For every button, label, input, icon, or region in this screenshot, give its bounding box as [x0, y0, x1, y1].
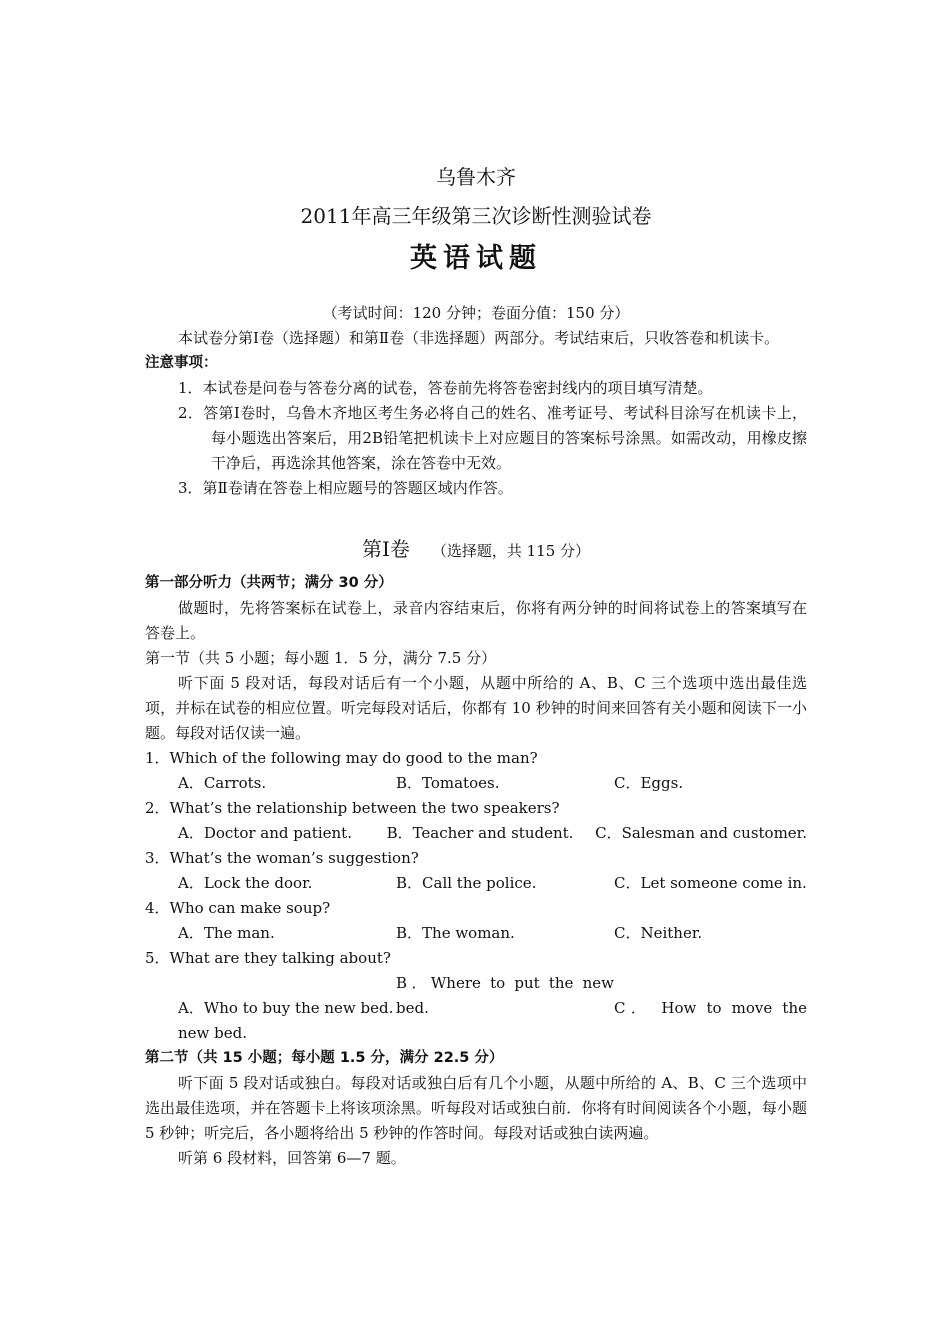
question-5: 5．What are they talking about? — [145, 949, 391, 967]
option-a: A．Who to buy the new bed. — [178, 999, 394, 1017]
question-4: 4．Who can make soup? — [145, 899, 331, 917]
exam-title: 2011年高三年级第三次诊断性测验试卷 — [300, 204, 652, 228]
notice-title: 注意事项： — [145, 355, 218, 371]
option-c: C． How to move the new bed. — [178, 999, 807, 1042]
exam-info: （考试时间：120 分钟；卷面分值：150 分） — [322, 304, 630, 322]
intro-paragraph: 本试卷分第Ⅰ卷（选择题）和第Ⅱ卷（非选择题）两部分。考试结束后，只收答卷和机读卡。 — [178, 329, 780, 347]
subject-title: 英语试题 — [410, 243, 542, 274]
section1-instructions: 听下面 5 段对话，每段对话后有一个小题，从题中所给的 A、B、C 三个选项中选出最佳选项，并标在试卷的相应位置。听完每段对话后，你都有 10 秒钟的时间来回答有关小题和阅读下一小题。每段对话仅读一遍。 — [145, 674, 807, 742]
option-b: B．The woman. — [396, 924, 515, 942]
question-5-options — [145, 971, 807, 1046]
option-c: C．Salesman and customer. — [595, 824, 807, 842]
option-b: B．Where to put the new bed. — [396, 974, 614, 1017]
city-title: 乌鲁木齐 — [436, 165, 516, 189]
option-a: A．Lock the door. — [178, 874, 313, 892]
option-a: A．Doctor and patient. — [178, 824, 352, 842]
notice-item-1: 1．本试卷是问卷与答卷分离的试卷，答卷前先将答卷密封线内的项目填写清楚。 — [178, 379, 713, 397]
option-a: A．The man. — [178, 924, 275, 942]
option-b: B．Call the police. — [396, 874, 537, 892]
question-3: 3．What’s the woman’s suggestion? — [145, 849, 419, 867]
exam-page — [145, 160, 807, 1171]
option-c: C．Eggs. — [614, 774, 684, 792]
section2-instructions: 听下面 5 段对话或独白。每段对话或独白后有几个小题，从题中所给的 A、B、C 三个选项中选出最佳选项，并在答题卡上将该项涂黑。听每段对话或独白前．你将有时间阅读各个小题，每小题 5 秒钟；听完后，各小题将给出 5 秒钟的作答时间。每段对话或独白读两遍。 — [145, 1074, 807, 1142]
option-c: C．Neither. — [614, 924, 703, 942]
notice-item-2: 2．答第Ⅰ卷时，乌鲁木齐地区考生务必将自己的姓名、准考证号、考试科目涂写在机读卡上，每小题选出答案后，用2B铅笔把机读卡上对应题目的答案标号涂黑。如需改动，用橡皮擦干净后，再选涂其他答案，涂在答卷中无效。 — [178, 404, 807, 472]
option-b: B．Tomatoes. — [396, 774, 500, 792]
option-a: A．Carrots. — [178, 774, 267, 792]
section2-material: 听第 6 段材料，回答第 6—7 题。 — [178, 1149, 406, 1167]
question-2-options — [145, 821, 807, 846]
option-b: B．Teacher and student. — [386, 824, 574, 842]
question-3-options — [145, 871, 807, 896]
volume-heading — [145, 531, 807, 569]
volume-subtitle: （选择题，共 115 分） — [431, 542, 591, 560]
part1-title: 第一部分听力（共两节；满分 30 分） — [145, 575, 393, 591]
question-4-options — [145, 921, 807, 946]
notice-item-3: 3．第Ⅱ卷请在答卷上相应题号的答题区域内作答。 — [178, 479, 513, 497]
option-c: C．Let someone come in. — [614, 874, 807, 892]
section2-title: 第二节（共 15 小题；每小题 1.5 分，满分 22.5 分） — [145, 1050, 504, 1066]
question-1: 1．Which of the following may do good to the man? — [145, 749, 538, 767]
volume-title: 第Ⅰ卷 — [361, 537, 410, 561]
question-2: 2．What’s the relationship between the two speakers? — [145, 799, 560, 817]
part1-instructions: 做题时，先将答案标在试卷上，录音内容结束后，你将有两分钟的时间将试卷上的答案填写在答卷上。 — [145, 599, 807, 642]
question-1-options — [145, 771, 807, 796]
section1-title: 第一节（共 5 小题；每小题 1．5 分，满分 7.5 分） — [145, 649, 497, 667]
